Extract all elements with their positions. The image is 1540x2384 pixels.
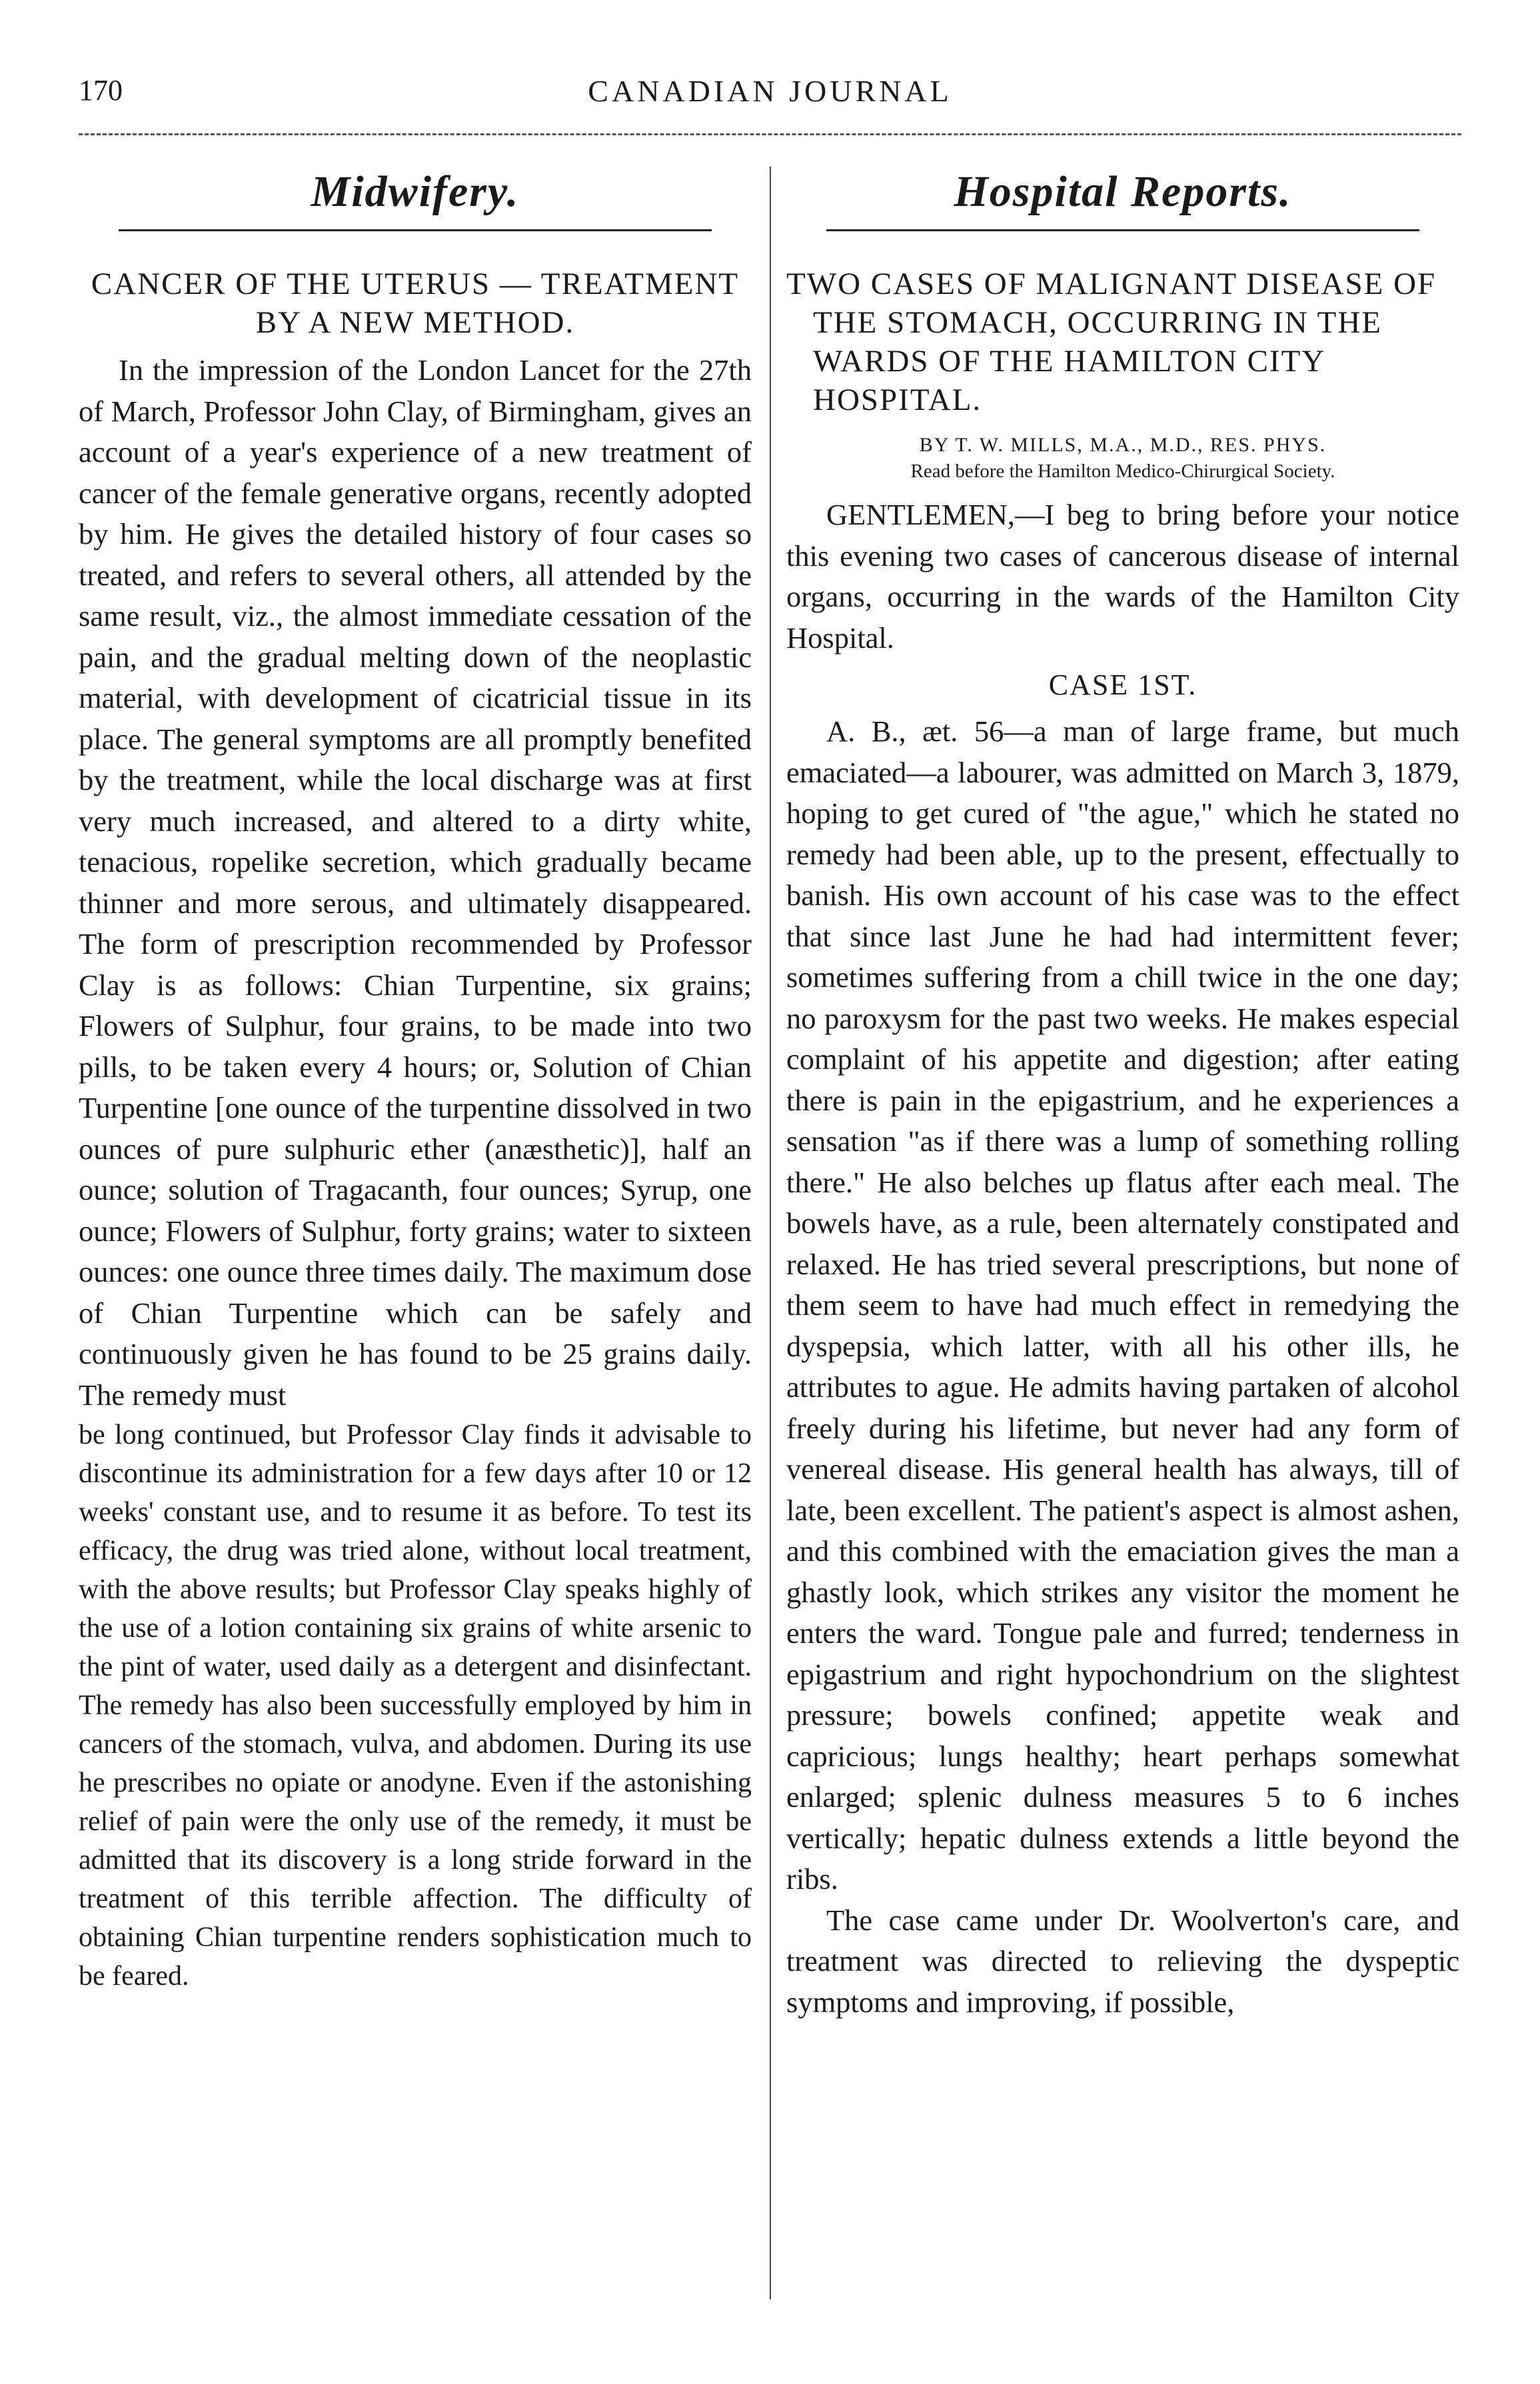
article-title-cancer: CANCER OF THE UTERUS — TREATMENT BY A NEW METHOD. [91, 267, 740, 340]
column-divider [770, 167, 771, 2299]
society-note: Read before the Hamilton Medico-Chirurgical Society. [910, 461, 1335, 482]
case-paragraph: A. B., æt. 56—a man of large frame, but much emaciated—a labourer, was admitted on March 3, 1879, hoping to get cured of "the ague," which he stated no remedy had been able, up to the present, effectually to banish. His own account of his case was to the effect that since last June he had had intermittent fever; sometimes suffering from a chill twice in the one day; no paroxysm for the past two weeks. He makes especial complaint of his appetite and digestion; after eating there is pain in the epigastrium, and he experiences a sensation "as if there was a lump of something rolling there." He also belches up flatus after each meal. The bowels have, as a rule, been alternately constipated and relaxed. He has tried several prescriptions, but none of them seem to have had much effect in remedying the dyspepsia, which latter, with all his other ills, he attributes to ague. He admits having partaken of alcohol freely during his lifetime, but never had any form of venereal disease. His general health has always, till of late, been excellent. The patient's aspect is almost ashen, and this combined with the emaciation gives the man a ghastly look, which strikes any visitor the moment he enters the ward. Tongue pale and furred; tenderness in epigastrium and right hypochondrium on the slightest pressure; bowels confined; appetite weak and capricious; lungs healthy; heart perhaps somewhat enlarged; splenic dulness measures 5 to 6 inches vertically; hepatic dulness extends a little beyond the ribs. [786, 714, 1459, 1895]
article-paragraph: In the impression of the London Lancet for the 27th of March, Professor John Clay, of Birmingham, gives an account of a year's experience of a new treatment of cancer of the female generative organs, recently adopted by him. He gives the detailed history of four cases so treated, and refers to several others, all attended by the same result, viz., the almost immediate cessation of the pain, and the gradual melting down of the neoplastic material, with development of cicatricial tissue in its place. The general symptoms are all promptly benefited by the treatment, while the local discharge was at first very much increased, and altered to a dirty white, tenacious, ropelike secretion, which gradually became thinner and more serous, and ultimately disappeared. The form of prescription recommended by Professor Clay is as follows: Chian Turpentine, six grains; Flowers of Sulphur, four grains, to be made into two pills, to be taken every 4 hours; or, Solution of Chian Turpentine [one ounce of the turpentine dissolved in two ounces of pure sulphuric ether (anæsthetic)], half an ounce; solution of Tragacanth, four ounces; Syrup, one ounce; Flowers of Sulphur, forty grains; water to sixteen ounces: one ounce three times daily. The maximum dose of Chian Turpentine which can be safely and continuously given he has found to be 25 grains daily. The remedy must [79, 353, 752, 1412]
intro-paragraph: GENTLEMEN,—I beg to bring before your notice this evening two cases of cancerous disease of internal organs, occurring in the wards of the Hamilton City Hospital. [786, 498, 1459, 654]
running-header [79, 73, 1461, 127]
article-paragraph-small: be long continued, but Professor Clay finds it advisable to discontinue its administration for a few days after 10 or 12 weeks' constant use, and to resume it as before. To test its efficacy, the drug was tried alone, without local treatment, with the above results; but Professor Clay speaks highly of the use of a lotion containing six grains of white arsenic to the pint of water, used daily as a detergent and disinfectant. The remedy has also been successfully employed by him in cancers of the stomach, vulva, and abdomen. During its use he prescribes no opiate or anodyne. Even if the astonishing relief of pain were the only use of the remedy, it must be admitted that its discovery is a long stride forward in the treatment of this terrible affection. The difficulty of obtaining Chian turpentine renders sophistication much to be feared. [79, 1420, 752, 1991]
final-paragraph: The case came under Dr. Woolverton's care, and treatment was directed to relieving the dyspeptic symptoms and improving, if possible, [786, 1903, 1459, 2019]
header-rule [79, 133, 1461, 135]
section-heading-hospital-reports: Hospital Reports. [826, 167, 1419, 231]
case-heading: CASE 1ST. [1048, 668, 1197, 701]
right-column [786, 167, 1459, 2023]
page-number: 170 [79, 74, 123, 107]
journal-title: CANADIAN JOURNAL [588, 74, 952, 108]
article-title-malignant-disease: TWO CASES OF MALIGNANT DISEASE OF THE STOMACH, OCCURRING IN THE WARDS OF THE HAMILTON CITY HOSPITAL. [786, 267, 1437, 417]
section-heading-midwifery: Midwifery. [119, 167, 712, 231]
left-column [79, 167, 752, 1995]
author-byline: BY T. W. MILLS, M.A., M.D., RES. PHYS. [919, 434, 1327, 456]
